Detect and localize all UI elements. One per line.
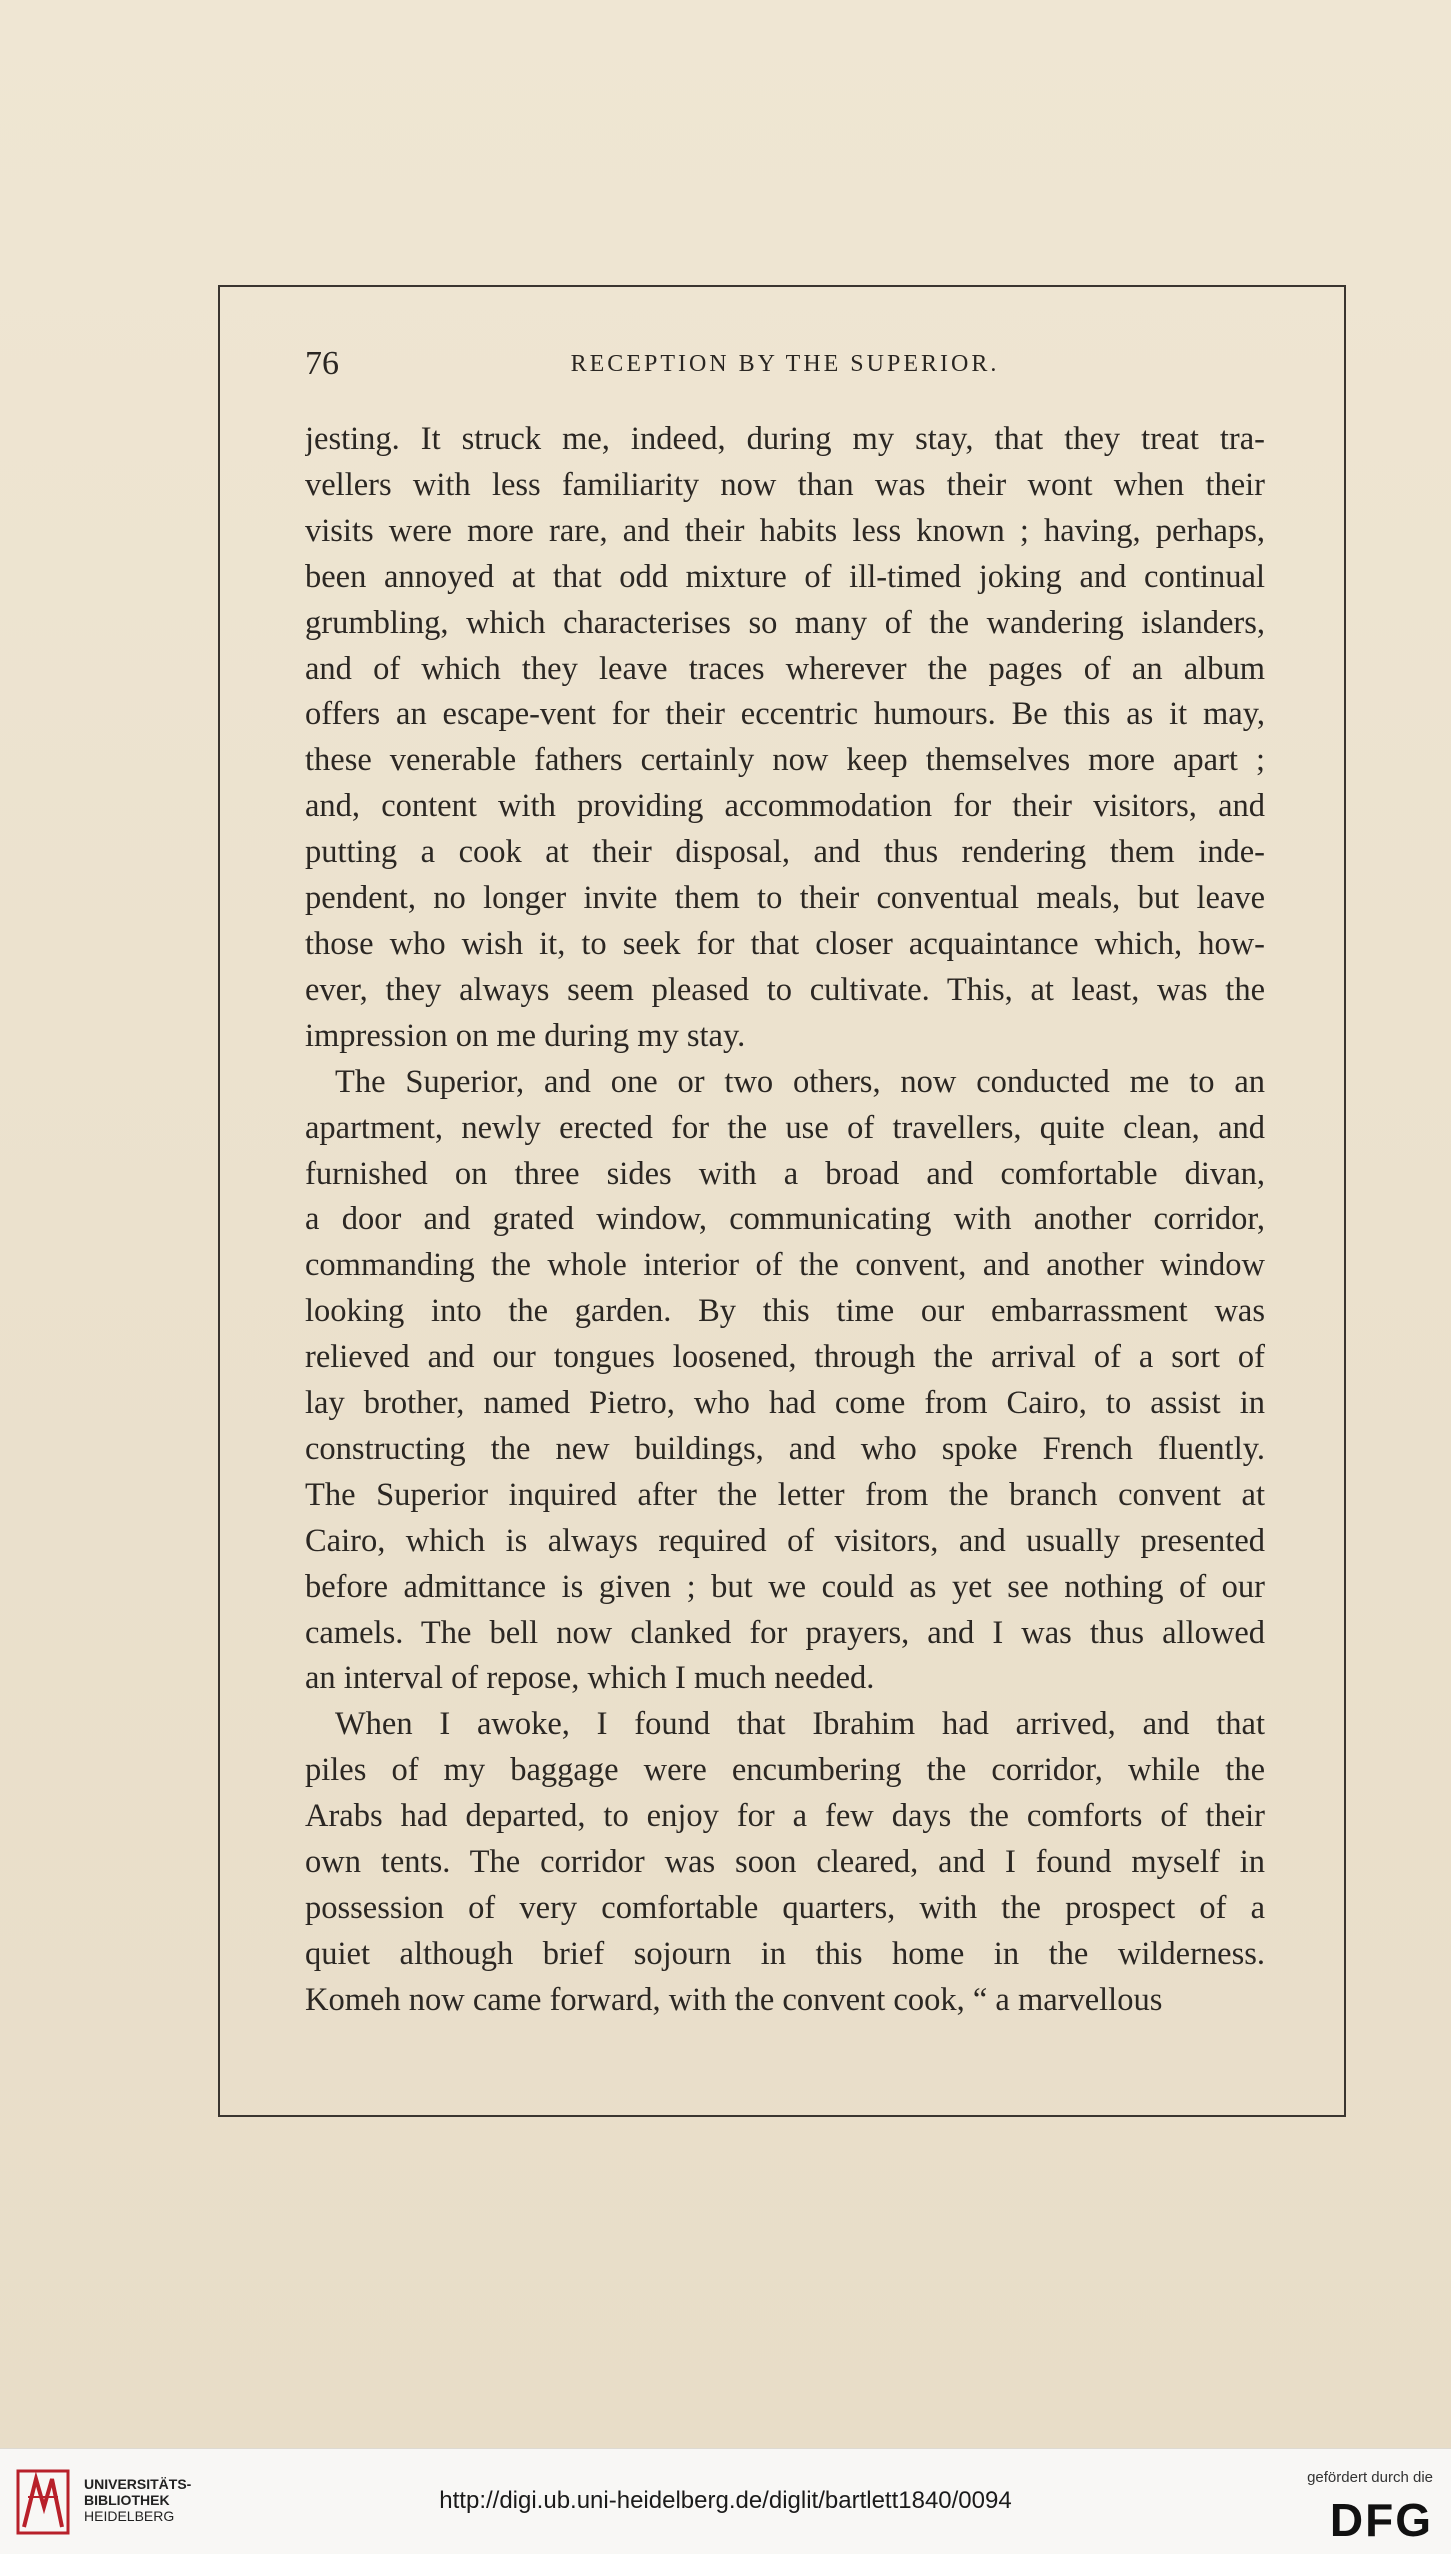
library-name-line2: BIBLIOTHEK <box>84 2492 170 2508</box>
page-number: 76 <box>305 345 339 382</box>
text-line: putting a cook at their disposal, and thus rendering them inde- <box>305 834 1265 871</box>
text-line: camels. The bell now clanked for prayers, and I was thus allowed <box>305 1614 1265 1651</box>
text-line: been annoyed at that odd mixture of ill-timed joking and continual <box>305 558 1265 595</box>
text-line: quiet although brief sojourn in this home in the wilderness. <box>305 1935 1265 1972</box>
text-line: The Superior inquired after the letter from the branch convent at <box>305 1476 1265 1513</box>
text-line: offers an escape-vent for their eccentric humours. Be this as it may, <box>305 696 1265 733</box>
text-line: looking into the garden. By this time our embarrassment was <box>305 1293 1265 1330</box>
text-line: before admittance is given ; but we could as yet see nothing of our <box>305 1568 1265 1605</box>
text-line: Cairo, which is always required of visitors, and usually presented <box>305 1522 1265 1559</box>
text-line: jesting. It struck me, indeed, during my stay, that they treat tra- <box>305 421 1265 457</box>
text-line: lay brother, named Pietro, who had come from Cairo, to assist in <box>305 1385 1265 1422</box>
running-head <box>305 345 1265 389</box>
text-line: relieved and our tongues loosened, through the arrival of a sort of <box>305 1339 1265 1376</box>
text-line: ever, they always seem pleased to cultivate. This, at least, was the <box>305 971 1265 1008</box>
text-line: these venerable fathers certainly now keep themselves more apart ; <box>305 742 1265 779</box>
library-name-line3: HEIDELBERG <box>84 2508 175 2524</box>
text-line: Arabs had departed, to enjoy for a few days the comforts of their <box>305 1798 1265 1835</box>
text-line: constructing the new buildings, and who spoke French fluently. <box>305 1430 1265 1467</box>
paragraph <box>305 417 1265 1060</box>
viewer-footer <box>0 2448 1451 2554</box>
text-line: those who wish it, to seek for that closer acquaintance which, how- <box>305 925 1265 962</box>
library-name-line1: UNIVERSITÄTS- <box>84 2476 192 2492</box>
text-line: and of which they leave traces wherever the pages of an album <box>305 650 1265 687</box>
dfg-logo: DFG <box>1329 2494 1433 2546</box>
text-line: commanding the whole interior of the convent, and another window <box>305 1247 1265 1284</box>
text-line: an interval of repose, which I much needed. <box>305 1660 875 1697</box>
text-line: grumbling, which characterises so many of the wandering islanders, <box>305 604 1265 641</box>
text-line: When I awoke, I found that Ibrahim had arrived, and that <box>335 1706 1265 1743</box>
text-line: Komeh now came forward, with the convent cook, “ a marvellous <box>305 1981 1163 2018</box>
text-line: apartment, newly erected for the use of travellers, quite clean, and <box>305 1109 1265 1146</box>
text-line: vellers with less familiarity now than was their wont when their <box>305 466 1265 503</box>
paragraph <box>305 1060 1265 1703</box>
text-line: possession of very comfortable quarters, with the prospect of a <box>305 1890 1265 1926</box>
text-line: visits were more rare, and their habits less known ; having, perhaps, <box>305 512 1265 549</box>
text-line: own tents. The corridor was soon cleared, and I found myself in <box>305 1844 1265 1881</box>
text-line: The Superior, and one or two others, now conducted me to an <box>335 1063 1265 1100</box>
text-line: pendent, no longer invite them to their conventual meals, but leave <box>305 880 1265 917</box>
body-text <box>305 417 1265 2024</box>
text-line: piles of my baggage were encumbering the corridor, while the <box>305 1752 1265 1789</box>
paragraph <box>305 1702 1265 2023</box>
text-line: impression on me during my stay. <box>305 1017 746 1054</box>
text-line: and, content with providing accommodation for their visitors, and <box>305 788 1265 825</box>
text-line: furnished on three sides with a broad and comfortable divan, <box>305 1155 1265 1192</box>
text-line: a door and grated window, communicating with another corridor, <box>305 1201 1265 1238</box>
permalink-url[interactable]: http://digi.ub.uni-heidelberg.de/diglit/bartlett1840/0094 <box>439 2487 1012 2514</box>
running-title: RECEPTION BY THE SUPERIOR. <box>570 351 1000 377</box>
funder-caption: gefördert durch die <box>1307 2469 1433 2486</box>
